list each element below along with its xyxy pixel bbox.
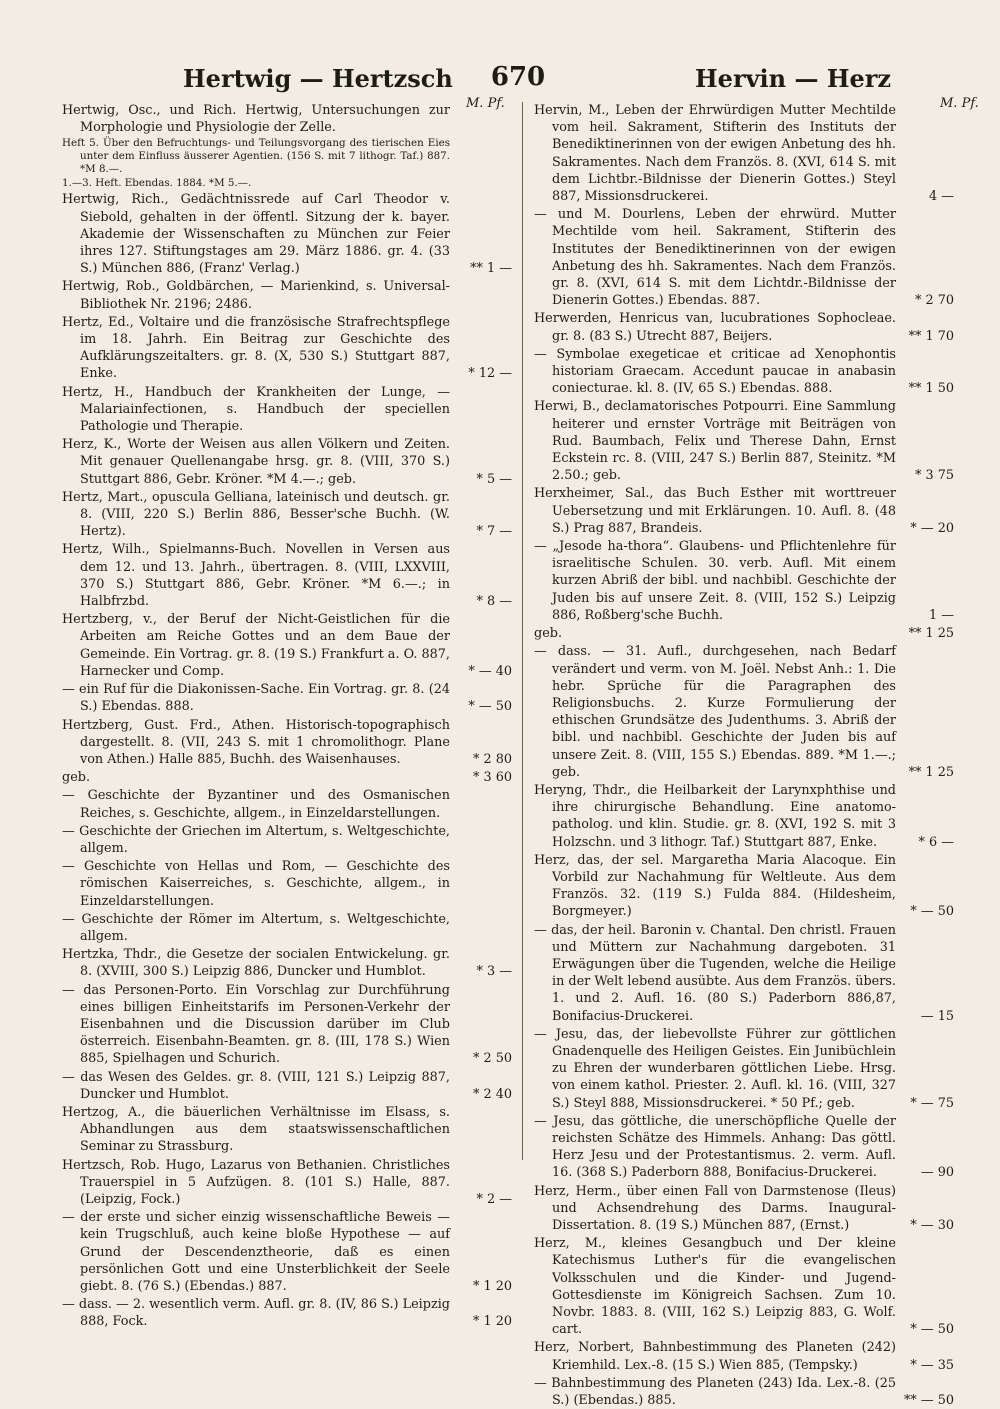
entry-price: * — 20 — [910, 520, 954, 536]
entry-price: * — 35 — [910, 1357, 954, 1373]
catalog-entry — [62, 717, 512, 769]
entry-price: * 3 — — [476, 964, 512, 980]
entry-text: Herz, Herm., über einen Fall von Darmstenose (Ileus) und Achsendrehung des Darms. Inaugural-Dissertation. 8. (19 S.) München 887, (Ernst.) — [534, 1183, 896, 1233]
catalog-entry — [534, 1339, 954, 1373]
catalog-entry — [62, 769, 512, 786]
entry-price: * 5 — — [476, 471, 512, 487]
catalog-entry — [62, 1209, 512, 1295]
entry-price: * 12 — — [468, 366, 512, 382]
left-running-title: Hertwig — Hertzsch — [183, 64, 453, 93]
entry-text: — das, der heil. Baronin v. Chantal. Den christl. Frauen und Müttern zur Nachahmung dargeboten. 31 Erwägungen über die Tugenden, welche die Heilige in der Welt lebend ausübte. Aus dem Französ. übers. 1. und 2. Aufl. 16. (80 S.) Paderborn 886,87, Bonifacius-Druckerei. — [534, 922, 896, 1024]
entry-price: 1 — — [928, 607, 954, 623]
entry-text: Heryng, Thdr., die Heilbarkeit der Larynxphthise und ihre chirurgische Behandlung. Eine anatomo-patholog. und klin. Studie. gr. 8. (XVI, 192 S. mit 3 Holzschn. und 3 lithogr. Taf.) Stuttgart 887, Enke. — [534, 782, 896, 850]
entry-text: Hervin, M., Leben der Ehrwürdigen Mutter Mechtilde vom heil. Sakrament, Stifterin des Instituts der Benediktinerinnen von der ewigen Anbetung des hh. Sakramentes. Nach dem Französ. 8. (XVI, 614 S. mit dem Lichtbr.-Bildnisse der Dienerin Gottes.) Steyl 887, Missionsdruckerei. — [534, 103, 896, 205]
entry-price: * 2 80 — [473, 751, 512, 767]
catalog-entry — [62, 787, 512, 821]
entry-text: Hertz, H., Handbuch der Krankheiten der Lunge, — Malariainfectionen, s. Handbuch der speciellen Pathologie und Therapie. — [62, 384, 450, 435]
entry-text: — der erste und sicher einzig wissenschaftliche Beweis — kein Trugschluß, auch keine bloße Hypothese — auf Grund der Descendenztheorie, daß es einen persönlichen Gott und eine Unsterblichkeit der Seele giebt. 8. (76 S.) (Ebendas.) 887. — [62, 1210, 450, 1294]
catalog-entry — [62, 911, 512, 945]
catalog-entry — [62, 177, 512, 190]
catalog-entry — [62, 982, 512, 1068]
entry-text: Herwi, B., declamatorisches Potpourri. Eine Sammlung heiterer und ernster Vorträge mit Beiträgen von Rud. Baumbach, Felix und Therese Dahn, Ernst Eckstein rc. 8. (VIII, 247 S.) Berlin 887, Steinitz. *M 2.50.; geb. — [534, 399, 896, 484]
entry-text: — das Wesen des Geldes. gr. 8. (VIII, 121 S.) Leipzig 887, Duncker und Humblot. — [62, 1069, 450, 1102]
catalog-entry — [62, 1157, 512, 1209]
entry-price: * — 30 — [910, 1218, 954, 1233]
entry-text: Hertwig, Osc., und Rich. Hertwig, Untersuchungen zur Morphologie und Physiologie der Zelle. — [62, 103, 450, 136]
entry-text: — dass. — 31. Aufl., durchgesehen, nach Bedarf verändert und verm. von M. Joël. Nebst Anh.: 1. Die hebr. Sprüche für die Paragraphen des Religionsbuchs. 2. Kurze Formulierung der ethischen Grundsätze des Judenthums. 3. Abriß der bibl. und nachbibl. Geschichte der Juden bis auf unsere Zeit. 8. (VIII, 155 S.) Ebendas. 889. *M 1.—.; geb. — [534, 644, 896, 780]
entry-text: Herxheimer, Sal., das Buch Esther mit worttreuer Uebersetzung und mit Erklärungen. 10. Aufl. 8. (48 S.) Prag 887, Brandeis. — [534, 486, 896, 536]
catalog-entry — [62, 541, 512, 610]
catalog-entry — [62, 681, 512, 715]
entry-price: * 6 — — [918, 834, 954, 850]
catalog-entry — [534, 852, 954, 921]
entry-text: geb. — [62, 770, 91, 786]
entry-text: — das Personen-Porto. Ein Vorschlag zur Durchführung eines billigen Einheitstarifs im Personen-Verkehr der Eisenbahnen und die Discussion darüber im Club österreich. Eisenbahn-Beamten. gr. 8. (III, 178 S.) Wien 885, Spielhagen und Schurich. — [62, 982, 450, 1067]
entry-text: Hertwig, Rob., Goldbärchen, — Marienkind, s. Universal-Bibliothek Nr. 2196; 2486. — [62, 279, 450, 312]
page-number: 670 — [490, 62, 546, 92]
entry-text: — Geschichte der Byzantiner und des Osmanischen Reiches, s. Geschichte, allgem., in Einzeldarstellungen. — [62, 788, 450, 821]
catalog-entry — [534, 782, 954, 851]
entry-price: — 15 — [920, 1008, 954, 1024]
entry-price: ** 1 70 — [908, 328, 954, 344]
right-running-title: Hervin — Herz — [695, 64, 892, 93]
catalog-entry — [534, 398, 954, 484]
catalog-entry — [534, 485, 954, 537]
entry-text: geb. — [534, 626, 563, 642]
entry-price: * — 40 — [468, 663, 512, 679]
entry-text: Herz, das, der sel. Margaretha Maria Alacoque. Ein Vorbild zur Nachahmung für Weltleute. Aus dem Französ. 32. (119 S.) Fulda 884. (Hildesheim, Borgmeyer.) — [534, 852, 896, 920]
catalog-entry — [534, 310, 954, 344]
entry-text: — Geschichte von Hellas und Rom, — Geschichte des römischen Kaiserreiches, s. Geschichte, allgem., in Einzeldarstellungen. — [62, 859, 450, 909]
catalog-entry — [534, 538, 954, 624]
catalog-entry — [534, 346, 954, 398]
entry-text: — und M. Dourlens, Leben der ehrwürd. Mutter Mechtilde vom heil. Sakrament, Stifterin des Institutes der Benediktinerinnen von der ewigen Anbetung des hh. Sakramentes. Nach dem Französ. gr. 8. (XVI, 614 S. mit dem Lichtdr.-Bildnisse der Dienerin Gottes.) Ebendas. 887. — [534, 207, 896, 309]
catalog-entry — [534, 643, 954, 781]
catalog-entry — [534, 922, 954, 1025]
catalog-entry — [62, 611, 512, 680]
column-divider — [522, 102, 523, 1160]
entry-price: * — 50 — [910, 904, 954, 920]
right-column — [534, 102, 954, 1409]
left-price-header: M. Pf. — [466, 96, 505, 111]
entry-price: * 2 50 — [473, 1051, 512, 1067]
entry-price: * — 50 — [468, 699, 512, 715]
entry-text: Hertzog, A., die bäuerlichen Verhältnisse im Elsass, s. Abhandlungen aus dem staatswissenschaftlichen Seminar zu Strassburg. — [62, 1104, 450, 1155]
catalog-entry — [62, 823, 512, 857]
catalog-entry — [62, 191, 512, 277]
entry-text: Hertwig, Rich., Gedächtnissrede auf Carl Theodor v. Siebold, gehalten in der öffentl. Sitzung der k. bayer. Akademie der Wissenschaften zu München zur Feier ihres 127. Stiftungstages am 29. März 1886. gr. 4. (33 S.) München 886, (Franz' Verlag.) — [62, 192, 450, 277]
entry-price: * 2 40 — [473, 1086, 512, 1102]
entry-price: * 3 60 — [473, 770, 512, 786]
entry-text: Hertzberg, v., der Beruf der Nicht-Geistlichen für die Arbeiten am Reiche Gottes und an dem Baue der Gemeinde. Ein Vortrag. gr. 8. (19 S.) Frankfurt a. O. 887, Harnecker und Comp. — [62, 612, 450, 679]
entry-price: * 1 20 — [473, 1279, 512, 1294]
entry-text: Hertz, Mart., opuscula Gelliana, lateinisch und deutsch. gr. 8. (VIII, 220 S.) Berlin 886, Besser'sche Buchh. (W. Hertz). — [62, 489, 450, 540]
entry-text: Herwerden, Henricus van, lucubrationes Sophocleae. gr. 8. (83 S.) Utrecht 887, Beijers. — [534, 311, 896, 344]
entry-text: — „Jesode ha-thora“. Glaubens- und Pflichtenlehre für israelitische Schulen. 30. verb. Aufl. Mit einem kurzen Abriß der bibl. und nachbibl. Geschichte der Juden bis auf unsere Zeit. 8. (VIII, 152 S.) Leipzig 886, Roßberg'sche Buchh. — [534, 539, 896, 623]
catalog-entry — [534, 1235, 954, 1338]
entry-text: — Jesu, das, der liebevollste Führer zur göttlichen Gnadenquelle des Heiligen Geistes. Ein Junibüchlein zu Ehren der wunderbaren göttlichen Liebe. Hrsg. von einem kathol. Priester. 2. Aufl. kl. 16. (VIII, 327 S.) Steyl 888, Missionsdruckerei. * 50 Pf.; geb. — [534, 1026, 896, 1111]
entry-text: Herz, M., kleines Gesangbuch und Der kleine Katechismus Luther's für die evangelischen Volksschulen und die Kinder- und Jugend-Gottesdienste im Königreich Sachsen. Zum 10. Novbr. 1883. 8. (VIII, 162 S.) Leipzig 883, G. Wolf. cart. — [534, 1236, 896, 1338]
entry-text: Hertzka, Thdr., die Gesetze der socialen Entwickelung. gr. 8. (XVIII, 300 S.) Leipzig 886, Duncker und Humblot. — [62, 947, 450, 980]
entry-text: — Bahnbestimmung des Planeten (243) Ida. Lex.-8. (25 S.) (Ebendas.) 885. — [534, 1375, 896, 1409]
entry-text: — Geschichte der Römer im Altertum, s. Weltgeschichte, allgem. — [62, 911, 450, 944]
catalog-entry — [534, 1026, 954, 1112]
catalog-entry — [62, 489, 512, 541]
entry-price: ** 1 50 — [908, 381, 954, 397]
catalog-entry — [62, 384, 512, 436]
left-column — [62, 102, 512, 1330]
entry-price: * 7 — — [476, 524, 512, 540]
catalog-entry — [62, 278, 512, 312]
entry-price: * — 75 — [910, 1095, 954, 1111]
entry-price: * 2 70 — [915, 293, 954, 309]
entry-text: — ein Ruf für die Diakonissen-Sache. Ein Vortrag. gr. 8. (24 S.) Ebendas. 888. — [62, 682, 450, 715]
entry-text: Herz, K., Worte der Weisen aus allen Völkern und Zeiten. Mit genauer Quellenangabe hrsg. gr. 8. (VIII, 370 S.) Stuttgart 886, Gebr. Kröner. *M 4.—.; geb. — [62, 437, 450, 487]
entry-text: — Jesu, das göttliche, die unerschöpfliche Quelle der reichsten Schätze des Himmels. Anhang: Das göttl. Herz Jesu und der Protestantismus. 2. verm. Aufl. 16. (368 S.) Paderborn 888, Bonifacius-Druckerei. — [534, 1113, 896, 1181]
entry-text: — Symbolae exegeticae et criticae ad Xenophontis historiam Graecam. Accedunt paucae in anabasin coniecturae. kl. 8. (IV, 65 S.) Ebendas. 888. — [534, 346, 896, 397]
catalog-entry — [62, 1296, 512, 1330]
catalog-entry — [62, 858, 512, 910]
entry-text: — Geschichte der Griechen im Altertum, s. Weltgeschichte, allgem. — [62, 823, 450, 856]
entry-text: Hertzberg, Gust. Frd., Athen. Historisch-topographisch dargestellt. 8. (VII, 243 S. mit 1 chromolithogr. Plane von Athen.) Halle 885, Buchh. des Waisenhauses. — [62, 717, 450, 767]
entry-text: 1.—3. Heft. Ebendas. 1884. *M 5.—. — [62, 177, 252, 190]
catalog-entry — [62, 102, 512, 136]
entry-text: — dass. — 2. wesentlich verm. Aufl. gr. 8. (IV, 86 S.) Leipzig 888, Fock. — [62, 1297, 450, 1330]
catalog-entry — [534, 625, 954, 642]
entry-price: 4 — — [928, 189, 954, 205]
entry-price: * 8 — — [476, 594, 512, 610]
entry-text: Hertz, Ed., Voltaire und die französische Strafrechtspflege im 18. Jahrh. Ein Beitrag zur Geschichte des Aufklärungszeitalters. gr. 8. (X, 530 S.) Stuttgart 887, Enke. — [62, 314, 450, 382]
catalog-entry — [534, 206, 954, 309]
entry-price: ** 1 25 — [908, 626, 954, 642]
entry-price: ** — 50 — [903, 1393, 954, 1409]
catalog-entry — [62, 1069, 512, 1103]
catalog-entry — [534, 1113, 954, 1182]
entry-price: ** 1 25 — [908, 764, 954, 780]
page-header — [0, 58, 1000, 98]
entry-text: Hertzsch, Rob. Hugo, Lazarus von Bethanien. Christliches Trauerspiel in 5 Aufzügen. 8. (101 S.) Halle, 887. (Leipzig, Fock.) — [62, 1157, 450, 1207]
entry-text: Heft 5. Über den Befruchtungs- und Teilungsvorgang des tierischen Eies unter dem Einfluss äusserer Agentien. (156 S. mit 7 lithogr. Taf.) 887. *M 8.—. — [62, 137, 450, 176]
catalog-entry — [62, 314, 512, 383]
catalog-entry — [62, 946, 512, 980]
entry-text: Hertz, Wilh., Spielmanns-Buch. Novellen in Versen aus dem 12. und 13. Jahrh., übertragen. 8. (VIII, LXXVIII, 370 S.) Stuttgart 886, Gebr. Kröner. *M 6.—.; in Halbfrzbd. — [62, 542, 450, 610]
catalog-entry — [62, 137, 512, 176]
catalog-entry — [62, 1104, 512, 1156]
catalog-entry — [62, 436, 512, 488]
right-price-header: M. Pf. — [940, 96, 979, 111]
entry-price: * 1 20 — [473, 1314, 512, 1330]
entry-price: — 90 — [920, 1165, 954, 1181]
entry-price: ** 1 — — [470, 261, 512, 277]
catalog-entry — [534, 102, 954, 205]
entry-text: Herz, Norbert, Bahnbestimmung des Planeten (242) Kriemhild. Lex.-8. (15 S.) Wien 885, (Tempsky.) — [534, 1340, 896, 1373]
catalog-entry — [534, 1375, 954, 1409]
entry-price: * 3 75 — [915, 468, 954, 484]
entry-price: * 2 — — [476, 1191, 512, 1207]
catalog-entry — [534, 1183, 954, 1235]
entry-price: * — 50 — [910, 1322, 954, 1338]
